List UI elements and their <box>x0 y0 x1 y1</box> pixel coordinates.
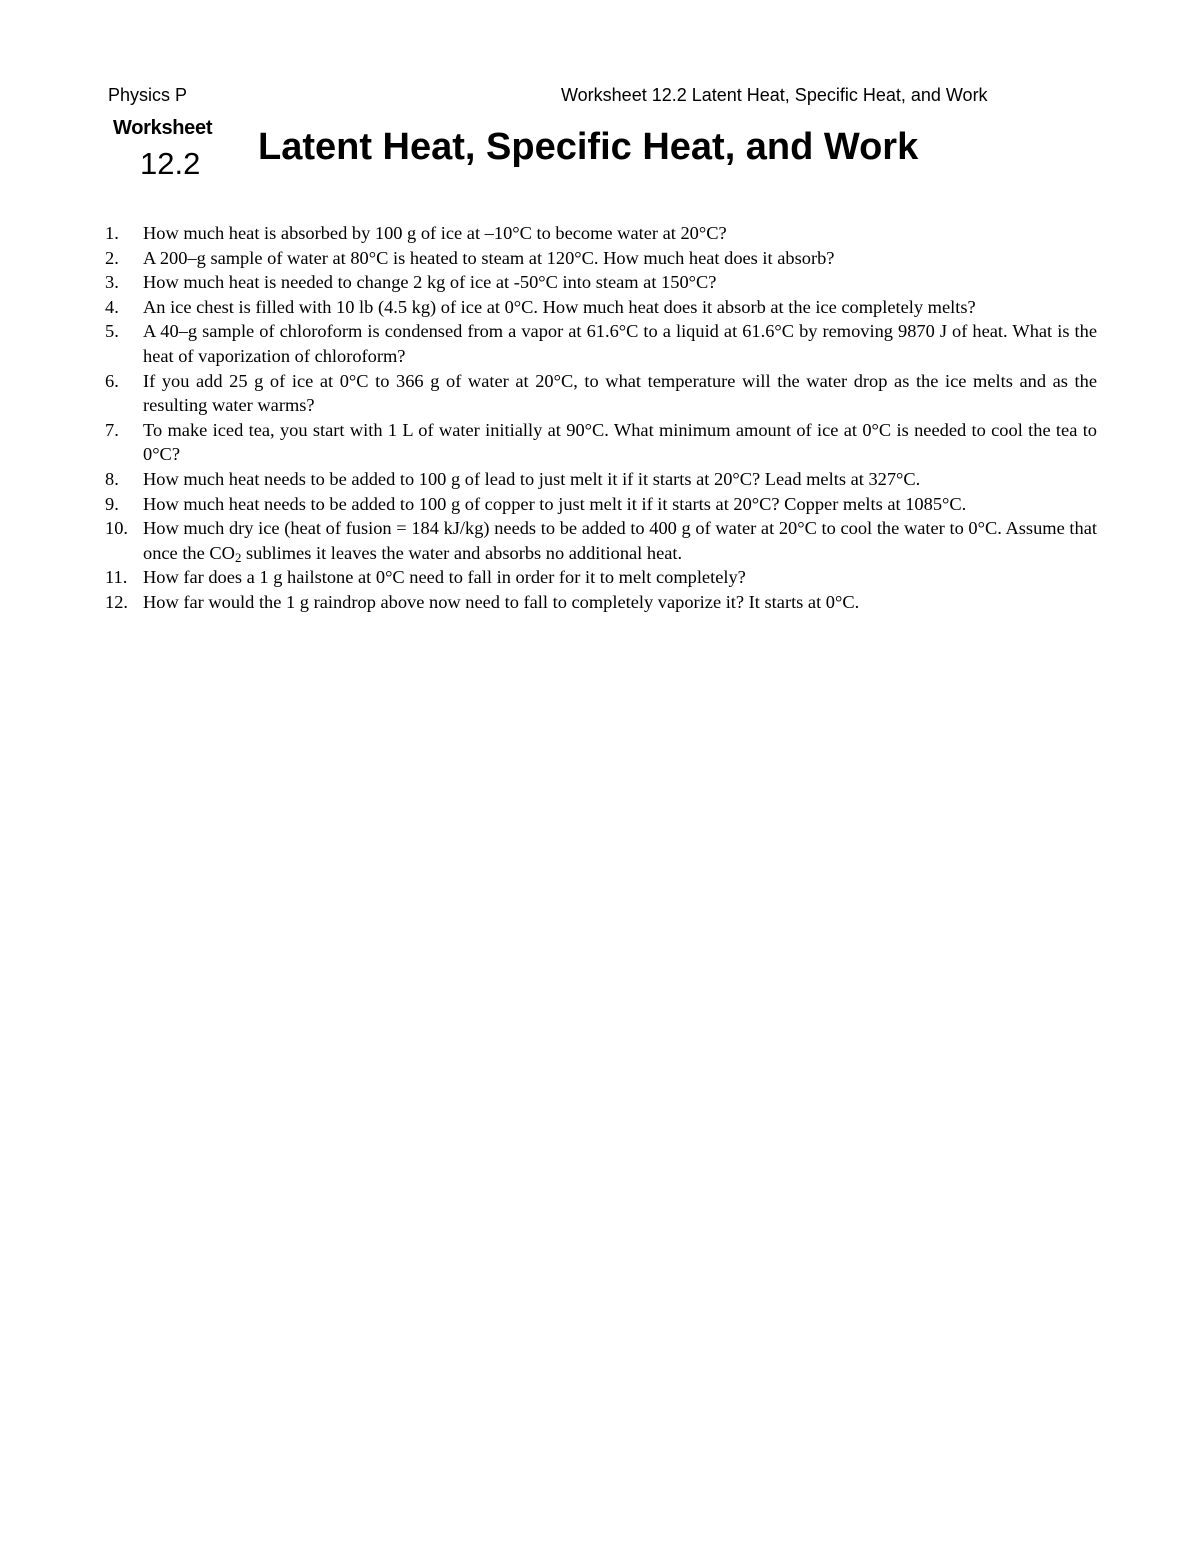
question-item <box>105 270 1097 295</box>
question-number: 8. <box>105 468 119 489</box>
question-number: 3. <box>105 272 119 293</box>
subscript: 2 <box>234 550 242 565</box>
question-text: How much heat is needed to change 2 kg of ice at -50°C into steam at 150°C? <box>143 272 717 293</box>
question-text: To make iced tea, you start with 1 L of water initially at 90°C. What minimum amount of ice at 0°C is needed to cool the tea to 0°C? <box>143 419 1097 465</box>
question-item <box>105 418 1097 467</box>
question-text <box>143 516 1097 565</box>
question-text: An ice chest is filled with 10 lb (4.5 kg) of ice at 0°C. How much heat does it absorb at the ice completely melts? <box>143 296 976 317</box>
question-item <box>105 565 1097 590</box>
question-item <box>105 369 1097 418</box>
question-text-part: How much dry ice (heat of fusion = 184 kJ/kg) needs to be added to 400 g of water at 20°C to cool the water to 0°C. Assume that once the CO <box>143 518 1097 563</box>
question-list <box>105 221 1097 615</box>
question-number: 5. <box>105 321 119 342</box>
question-text: How much heat is absorbed by 100 g of ice at –10°C to become water at 20°C? <box>143 223 727 243</box>
question-number: 2. <box>105 247 119 268</box>
question-number: 1. <box>105 223 119 243</box>
question-text: A 200–g sample of water at 80°C is heated to steam at 120°C. How much heat does it absorb? <box>143 247 835 268</box>
question-number: 11. <box>105 567 128 588</box>
question-item <box>105 516 1097 565</box>
question-number: 9. <box>105 493 119 514</box>
worksheet-label: Worksheet <box>113 117 213 139</box>
question-item <box>105 221 1097 246</box>
question-number: 10. <box>105 518 128 539</box>
question-text-part: sublimes it leaves the water and absorbs no additional heat. <box>241 542 683 563</box>
question-item <box>105 295 1097 320</box>
running-title: Worksheet 12.2 Latent Heat, Specific Heat, and Work <box>561 85 988 105</box>
question-number: 6. <box>105 370 119 391</box>
question-text: How far would the 1 g raindrop above now need to fall to completely vaporize it? It starts at 0°C. <box>143 591 860 612</box>
question-text: A 40–g sample of chloroform is condensed from a vapor at 61.6°C to a liquid at 61.6°C by removing 9870 J of heat. What is the heat of vaporization of chloroform? <box>143 321 1097 366</box>
question-item <box>105 492 1097 517</box>
question-item <box>105 590 1097 615</box>
page-title: Latent Heat, Specific Heat, and Work <box>258 126 919 168</box>
course-name: Physics P <box>108 85 188 105</box>
question-item <box>105 467 1097 492</box>
question-text: How far does a 1 g hailstone at 0°C need to fall in order for it to melt completely? <box>143 567 746 588</box>
question-number: 7. <box>105 419 119 440</box>
question-text: How much heat needs to be added to 100 g of copper to just melt it if it starts at 20°C? Copper melts at 1085°C. <box>143 493 967 514</box>
question-item <box>105 319 1097 368</box>
worksheet-number: 12.2 <box>140 146 201 181</box>
question-text: How much heat needs to be added to 100 g of lead to just melt it if it starts at 20°C? Lead melts at 327°C. <box>143 468 921 489</box>
question-text: If you add 25 g of ice at 0°C to 366 g of water at 20°C, to what temperature will the water drop as the ice melts and as the resulting water warms? <box>143 370 1097 416</box>
question-item <box>105 246 1097 271</box>
question-number: 4. <box>105 296 119 317</box>
question-number: 12. <box>105 591 128 612</box>
